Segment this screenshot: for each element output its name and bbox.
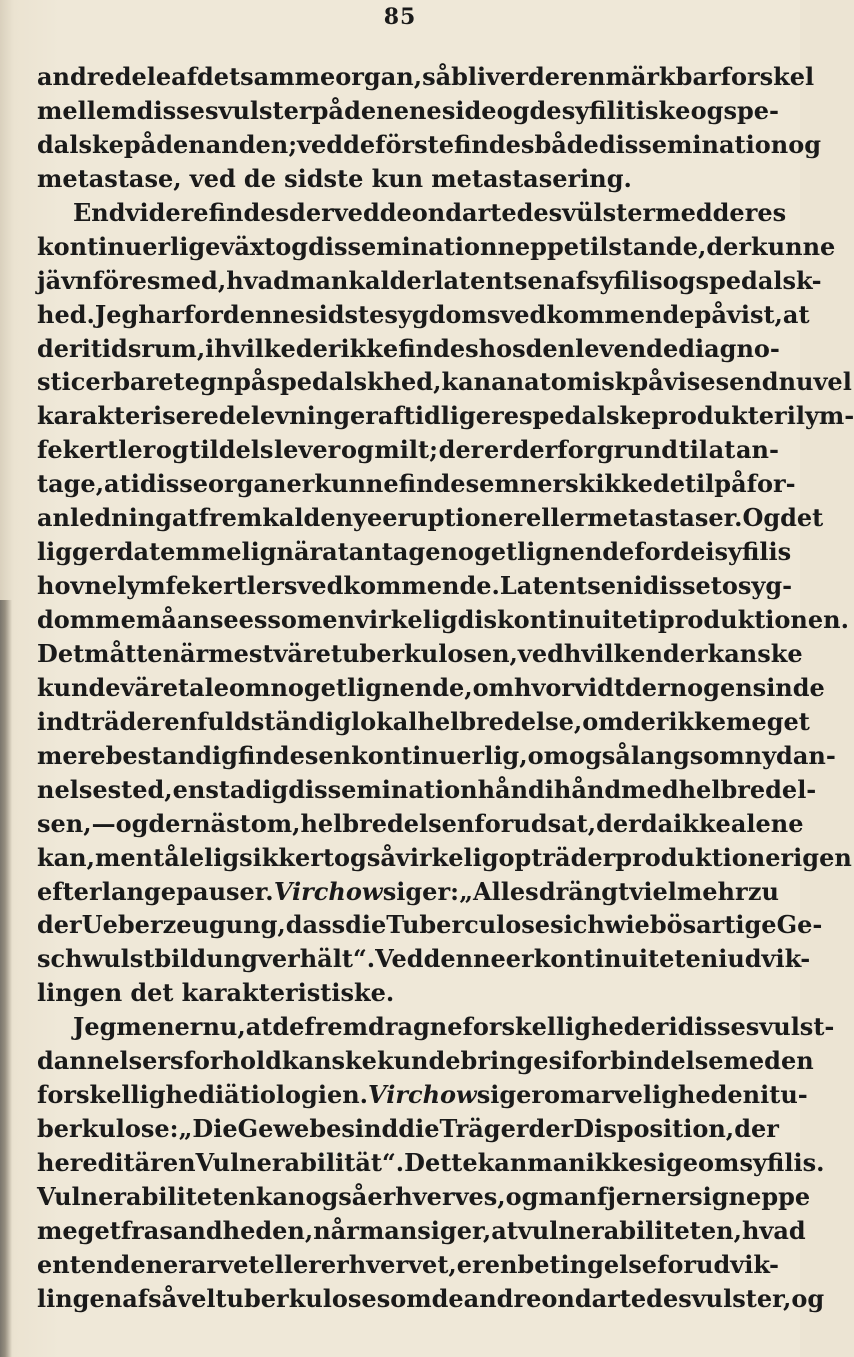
text-line: nelse sted, en stadig dissemination hånd i hånd med helbredel- bbox=[37, 774, 817, 804]
text-line: Det måtte närmest väre tuberkulosen, ved hvilken der kanske bbox=[37, 638, 803, 668]
text-line: anledning at fremkalde nye eruptioner eller metastaser. Og det bbox=[37, 503, 824, 533]
text-line: berkulose: „Die Gewebe sind die Träger der Disposition, der bbox=[37, 1114, 779, 1144]
text-line: karakteriserede levninger af tidligere spedalske produkter i lym- bbox=[37, 401, 854, 431]
text-line: kontinuerlige växt og dissemination neppe tilstande, der kunne bbox=[37, 231, 836, 261]
text-line: Vulnerabiliteten kan også erhverves, og man fjerner sig neppe bbox=[37, 1181, 811, 1211]
text-line: hovne lymfekertlers vedkommende. Latentsen i disse to syg- bbox=[37, 571, 793, 601]
text-line: enten den er arvet eller erhvervet, er en betingelse for udvik- bbox=[37, 1249, 779, 1279]
text-line: lingen af såvel tuberkulose som de andre ondartede svulster, og bbox=[37, 1283, 825, 1313]
text-line: der i tidsrum, i hvilke der ikke findes hos den levende diagno- bbox=[37, 333, 780, 363]
text-line: fekertler og tildels lever og milt; der er derfor grund til at an- bbox=[37, 435, 779, 465]
text-line: forskellighed i ätiologien. Virchow siger om arveligheden i tu- bbox=[37, 1080, 808, 1110]
text-line: tage, at i disse organer kunne findes emner skikkede til på for- bbox=[37, 469, 796, 499]
text-line: jävnföres med, hvad man kalder latentsen af syfilis og spedalsk- bbox=[37, 265, 822, 295]
text-line: andre dele af det samme organ, så bliver der en märkbar forskel bbox=[37, 62, 815, 91]
text-line: Endvidere findes der ved de ondartede svülster med deres bbox=[73, 197, 787, 227]
text-line: domme må ansees som en virkelig diskontinuitet i produktionen. bbox=[37, 605, 849, 634]
text-line: sticerbare tegn på spedalskhed, kan anatomisk påvises endnu vel bbox=[37, 367, 852, 397]
text-line: metastase, ved de sidste kun metastasering. bbox=[37, 163, 632, 193]
text-line: indträder en fuldständig lokal helbredelse, om der ikke meget bbox=[37, 706, 810, 736]
body-text bbox=[37, 60, 854, 1316]
text-line: der Ueberzeugung, dass die Tuberculose sich wie bösartige Ge- bbox=[37, 910, 823, 940]
text-line: schwulstbildung verhält“. Ved denne er kontinuiteten i udvik- bbox=[37, 944, 811, 974]
text-line: kan, men tålelig sikkert også virkelig opträder produktioner igen bbox=[37, 842, 852, 872]
text-line: hed. Jeg har for denne sidste sygdoms vedkommende påvist, at bbox=[37, 299, 810, 329]
text-line: ligger da temmelig när at antage noget lignende for de i syfilis bbox=[37, 537, 792, 567]
text-line: mere bestandig findes en kontinuerlig, om også langsom nydan- bbox=[37, 740, 836, 770]
page-number: 85 bbox=[383, 4, 417, 30]
text-line: lingen det karakteristiske. bbox=[37, 978, 395, 1008]
text-line: dalske på den anden; ved de förste findes både dissemination og bbox=[37, 129, 821, 159]
text-line: sen, — og dernäst om, helbredelsen forudsat, der da ikke alene bbox=[37, 808, 804, 838]
text-line: efter lange pauser. Virchow siger: „Alles drängt vielmehr zu bbox=[37, 876, 779, 906]
text-line: dannelsers forhold kanske kunde bringes i forbindelse med en bbox=[37, 1046, 814, 1076]
text-line: hereditären Vulnerabilität“. Dette kan man ikke sige om syfilis. bbox=[37, 1148, 825, 1177]
page-spine-shadow bbox=[0, 600, 12, 1357]
text-line: Jeg mener nu, at de fremdragne forskelligheder i disse svulst- bbox=[73, 1012, 835, 1042]
text-line: mellem disse svulster på den ene side og de syfilitiske og spe- bbox=[37, 95, 779, 125]
text-line: kunde väre tale om noget lignende, om hvorvidt der nogensinde bbox=[37, 672, 825, 702]
text-line: meget fra sandheden, når man siger, at vulnerabiliteten, hvad bbox=[37, 1215, 806, 1245]
